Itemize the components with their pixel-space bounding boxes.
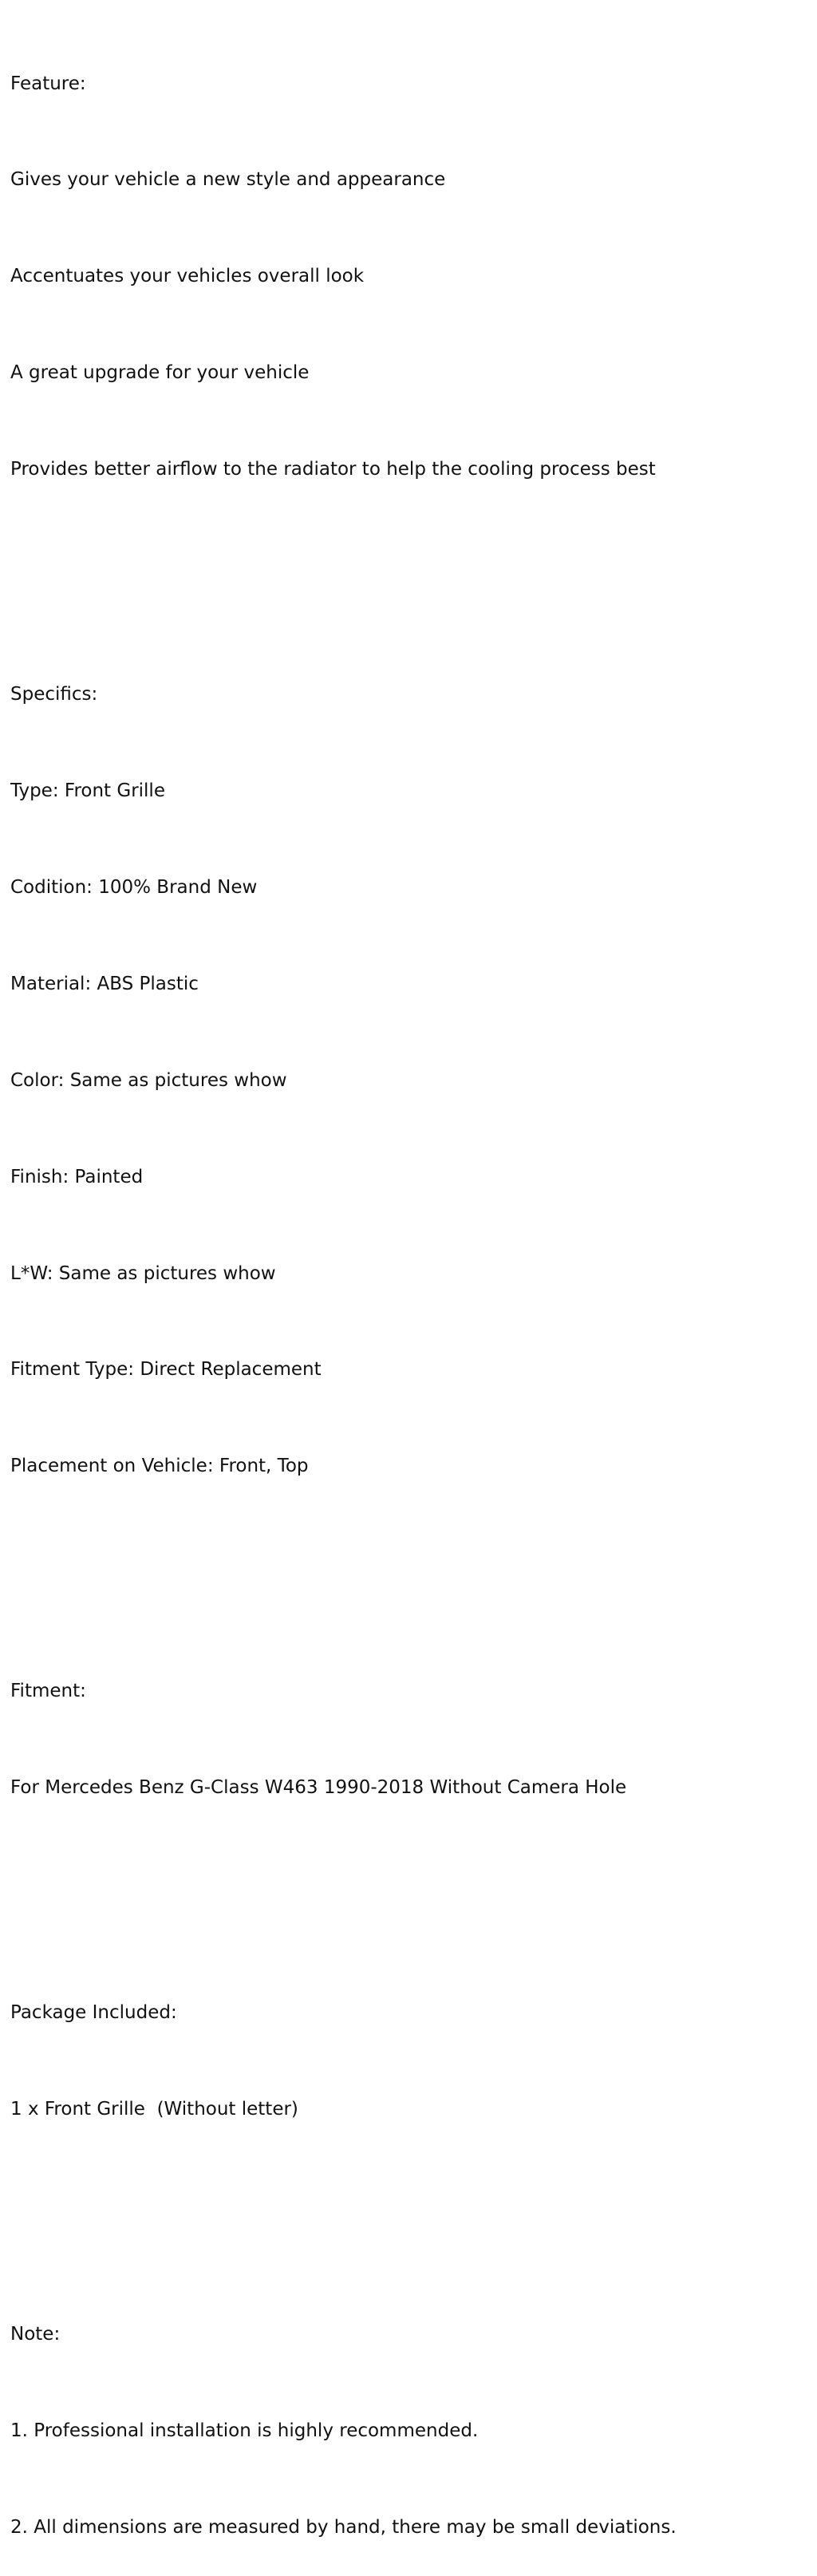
specifics-item: Fitment Type: Direct Replacement xyxy=(10,1359,322,1381)
specifics-item: Material: ABS Plastic xyxy=(10,973,199,994)
note-item: 1. Professional installation is highly recommended. xyxy=(10,2420,479,2442)
specifics-item: Type: Front Grille xyxy=(10,780,165,802)
specifics-item: Finish: Painted xyxy=(10,1166,144,1187)
specifics-item: Codition: 100% Brand New xyxy=(10,877,258,899)
specifics-item: Placement on Vehicle: Front, Top xyxy=(10,1456,309,1477)
package-item: 1 x Front Grille (Without letter) xyxy=(10,2099,298,2120)
fitment-item: For Mercedes Benz G-Class W463 1990-2018 Without Camera Hole xyxy=(10,1777,627,1799)
specifics-item: Color: Same as pictures whow xyxy=(10,1069,287,1091)
specifics-heading: Specifics: xyxy=(10,684,98,705)
fitment-heading: Fitment: xyxy=(10,1681,86,1702)
section-spacer xyxy=(10,550,808,582)
feature-heading: Feature: xyxy=(10,73,86,94)
feature-item: A great upgrade for your vehicle xyxy=(10,362,310,384)
section-spacer xyxy=(10,2190,808,2222)
package-heading: Package Included: xyxy=(10,2002,177,2024)
feature-item: Provides better airflow to the radiator to help the cooling process best xyxy=(10,459,656,480)
note-item: 2. All dimensions are measured by hand, there may be small deviations. xyxy=(10,2517,677,2538)
feature-item: Accentuates your vehicles overall look xyxy=(10,266,365,287)
section-spacer xyxy=(10,1547,808,1578)
feature-item: Gives your vehicle a new style and appearance xyxy=(10,169,446,191)
specifics-item: L*W: Same as pictures whow xyxy=(10,1262,276,1284)
note-heading: Note: xyxy=(10,2324,61,2345)
section-spacer xyxy=(10,1868,808,1900)
product-description xyxy=(10,3,808,2576)
